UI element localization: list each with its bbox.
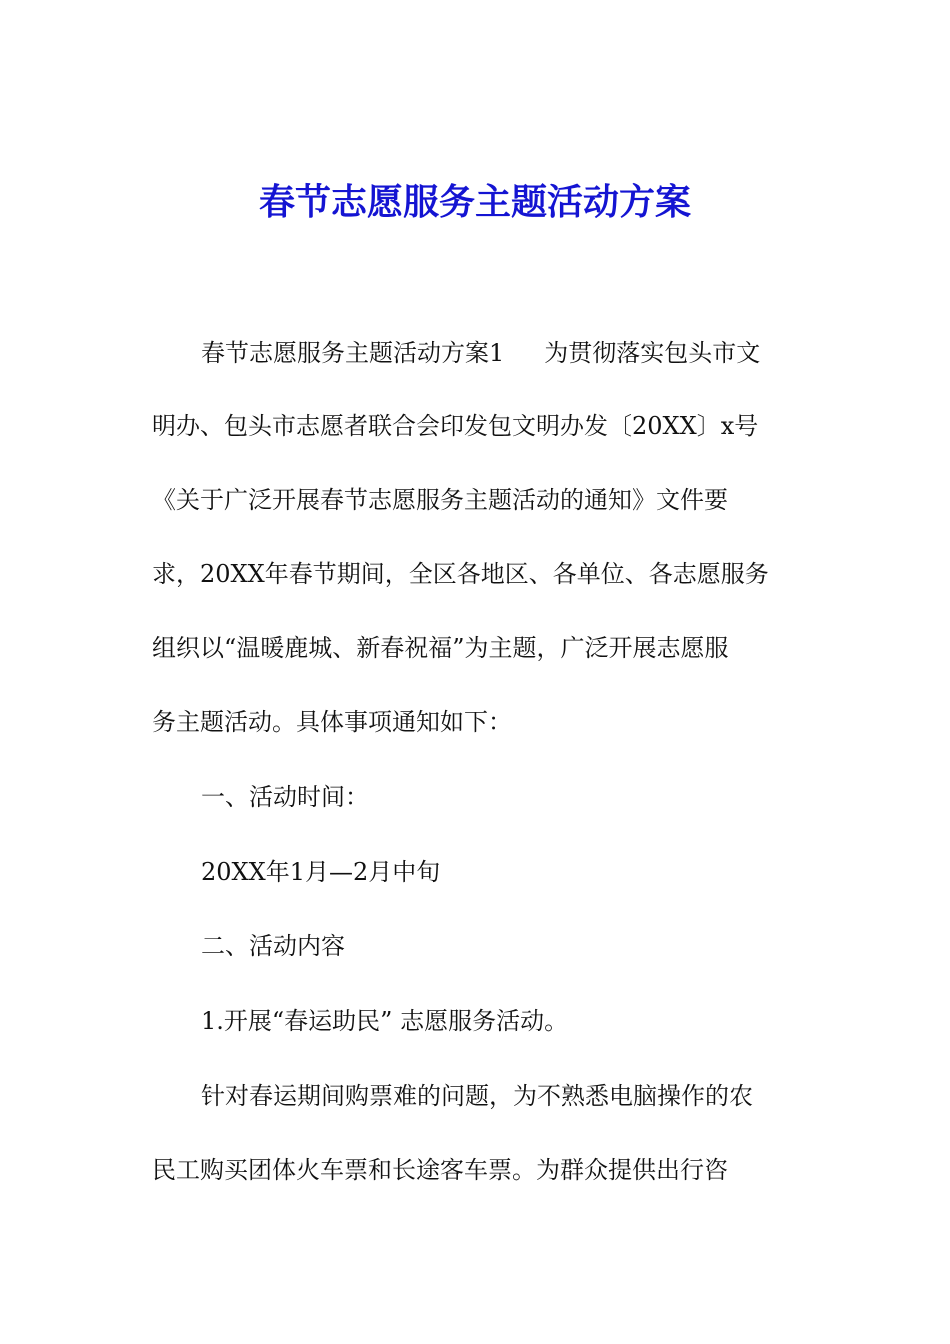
subsection-heading-1: 1.开展“春运助民” 志愿服务活动。 (201, 1007, 569, 1035)
activity-date-text: 20XX年1月—2月中旬 (201, 858, 441, 886)
paragraph-line-5: 组织以“温暖鹿城、新春祝福”为主题，广泛开展志愿服 (152, 634, 729, 662)
paragraph-line-2: 明办、包头市志愿者联合会印发包文明办发〔20XX〕x号 (152, 412, 759, 440)
paragraph-line-6: 务主题活动。具体事项通知如下： (152, 708, 512, 736)
paragraph-line-4: 求，20XX年春节期间，全区各地区、各单位、各志愿服务 (152, 560, 769, 588)
section-heading-content: 二、活动内容 (201, 932, 345, 960)
plan-heading-text: 春节志愿服务主题活动方案1 (201, 339, 505, 367)
section-heading-time: 一、活动时间： (201, 783, 369, 811)
paragraph-line-8: 民工购买团体火车票和长途客车票。为群众提供出行咨 (152, 1156, 728, 1184)
document-title: 春节志愿服务主题活动方案 (258, 182, 691, 223)
paragraph-line-3: 《关于广泛开展春节志愿服务主题活动的通知》文件要 (152, 486, 728, 514)
paragraph-line-7: 针对春运期间购票难的问题，为不熟悉电脑操作的农 (201, 1082, 753, 1110)
paragraph-text: 为贯彻落实包头市文 (544, 339, 761, 367)
paragraph-line-1 (201, 336, 881, 370)
